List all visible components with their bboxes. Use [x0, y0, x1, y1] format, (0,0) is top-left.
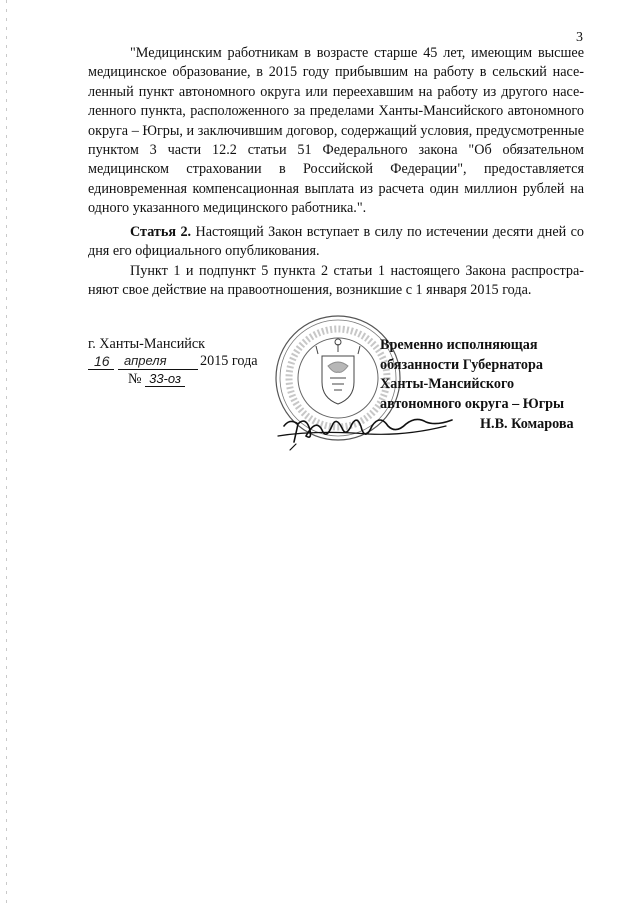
law-number-prefix: №	[128, 371, 146, 387]
date-month: апреля	[124, 353, 167, 368]
law-number-value: 33-оз	[145, 371, 185, 387]
retroactive-paragraph: Пункт 1 и подпункт 5 пункта 2 статьи 1 настоящего Закона распространяют свое действие на правоотношения, возникшие с 1 января 2015 года.	[88, 263, 584, 299]
place-of-signing: г. Ханты-Мансийск	[88, 336, 206, 352]
signatory-name: Н.В. Комарова	[480, 416, 574, 432]
page-number: 3	[576, 30, 583, 45]
amendment-paragraph: "Медицинским работникам в возрасте старше 45 лет, имеющим высшее медицинское образование, в 2015 году прибывшим на работу в сельский населенный пункт автономного округа или переехавшим на работу из другого населенного пункта, расположенного за пределами Ханты-Мансийского автономного округа – Югры, и заключившим договор, содержащий условия, предусмотренные пунктом 3 части 12.2 статьи 51 Федерального закона "Об обязательном медицинском страховании в Российской Федерации", предоставляется единовременная компенсационная выплата из расчета один миллион рублей на одного указанного медицинского работника.".	[88, 45, 584, 217]
article-2-heading: Статья 2.	[130, 224, 192, 240]
date-year: 2015 года	[200, 353, 258, 369]
signatory-position-line: Временно исполняющая	[380, 337, 538, 353]
article-2-paragraph	[88, 223, 584, 262]
date-month-underline	[118, 369, 198, 370]
signatory-position-line: обязанности Губернатора	[380, 356, 543, 373]
signatory-position-line: Ханты-Мансийского	[380, 376, 515, 393]
date-day-underline	[88, 369, 114, 370]
law-number	[128, 371, 248, 388]
date-line	[88, 353, 288, 373]
scan-edge	[6, 0, 7, 905]
date-day: 16	[94, 353, 110, 369]
signatory-position	[380, 336, 590, 414]
signatory-position-line: автономного округа – Югры	[380, 395, 565, 412]
article-2-text: Настоящий Закон вступает в силу по истечении десяти дней со дня его официального опубликования.	[88, 224, 585, 260]
coat-of-arms-icon	[316, 339, 360, 404]
